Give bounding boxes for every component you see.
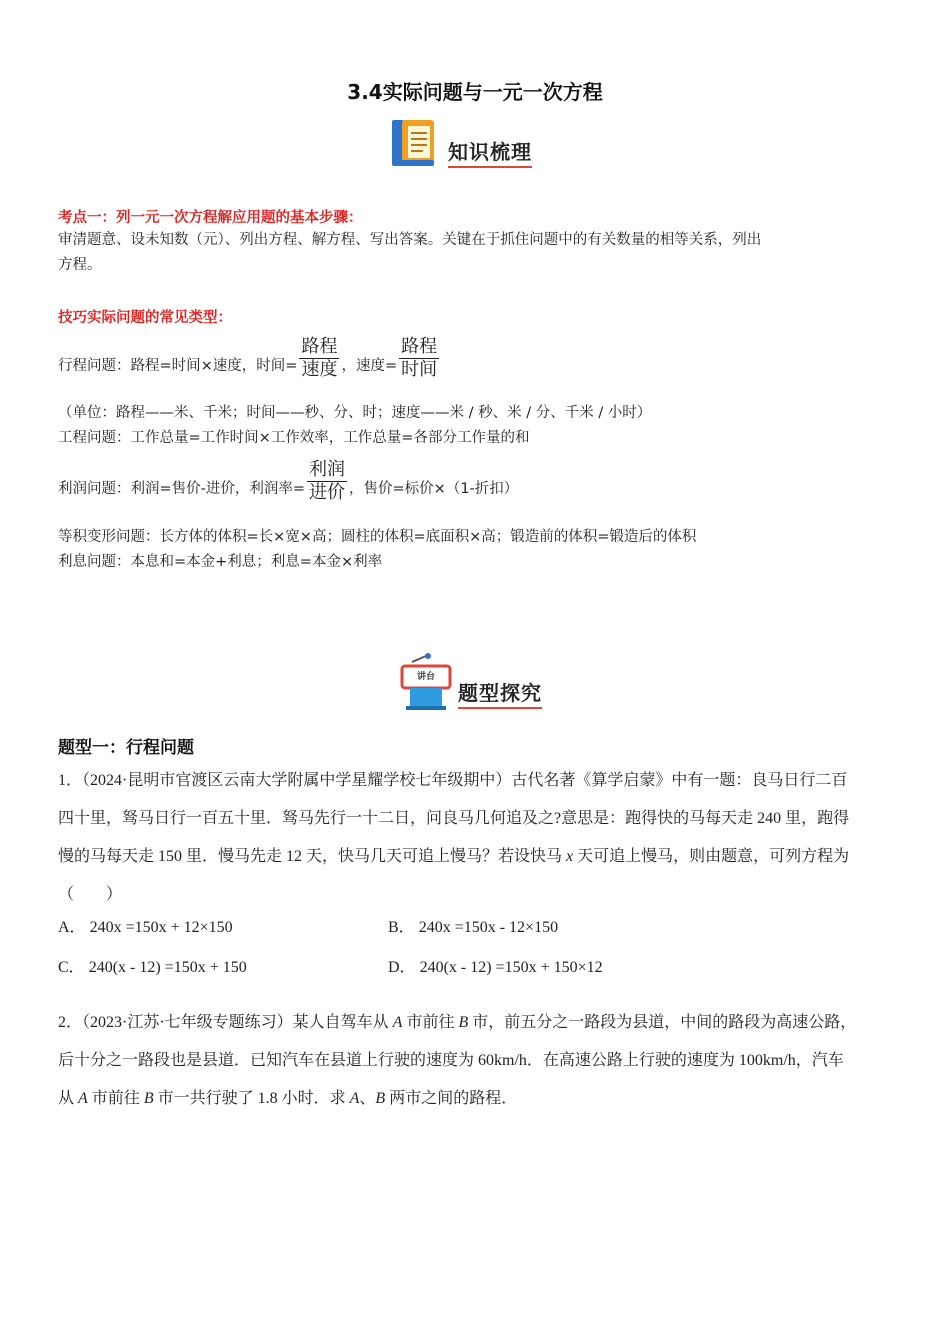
option-c-label: C． [58, 959, 85, 976]
point1-heading: 考点一：列一元一次方程解应用题的基本步骤： [58, 210, 363, 226]
q2-line1-c: 市，前五分之一路段为县道，中间的路段为高速公路， [468, 1014, 857, 1031]
q1-line4: （ ） [58, 886, 123, 903]
option-c[interactable] [58, 954, 247, 977]
travel-mid: ，速度= [341, 358, 398, 374]
page-title: 3.4实际问题与一元一次方程 [347, 80, 603, 104]
question-2 [58, 1004, 898, 1118]
volume-line: 等积变形问题：长方体的体积=长×宽×高；圆柱的体积=底面积×高；锻造前的体积=锻造后的体积 [58, 529, 697, 545]
type1-heading: 题型一：行程问题 [58, 738, 194, 758]
knowledge-banner [390, 118, 532, 168]
profit-rate-denominator: 进价 [309, 482, 346, 503]
profit-rate-numerator: 利润 [309, 459, 346, 480]
option-d[interactable] [388, 954, 603, 977]
travel-prefix: 行程问题：路程=时间×速度，时间= [58, 358, 298, 374]
point1-line2: 方程。 [58, 257, 102, 273]
profit-formula-line [58, 459, 518, 504]
podium-icon [400, 652, 452, 712]
q1-variable: x [566, 848, 574, 865]
option-a[interactable] [58, 914, 233, 937]
travel-formula-line [58, 336, 441, 381]
units-line: （单位：路程——米、千米；时间——秒、分、时；速度——米 / 秒、米 / 分、千米 / 小时） [58, 405, 652, 421]
option-d-label: D． [388, 959, 416, 976]
option-b-label: B． [388, 919, 415, 936]
book-icon [390, 118, 438, 168]
q2-city-b: B [458, 1014, 469, 1031]
profit-rate-fraction [307, 459, 347, 504]
option-d-equation: 240(x - 12) =150x + 150×12 [419, 959, 603, 976]
exercises-banner [400, 652, 542, 712]
work-line: 工程问题：工作总量=工作时间×工作效率，工作总量=各部分工作量的和 [58, 430, 530, 446]
profit-suffix: ，售价=标价×（1-折扣） [349, 481, 519, 497]
interest-line: 利息问题：本息和=本金+利息；利息=本金×利率 [58, 554, 383, 570]
q2-line3-city-b2: B [375, 1090, 386, 1107]
q1-line3-a: 慢的马每天走 150 里．慢马先走 12 天，快马几天可追上慢马？若设快马 [58, 848, 567, 865]
time-fraction-numerator: 路程 [301, 336, 338, 357]
q2-line3-d: 、 [359, 1090, 376, 1107]
q1-line1: 1．（2024·昆明市官渡区云南大学附属中学星耀学校七年级期中）古代名著《算学启蒙》中有一题：良马日行二百 [58, 772, 848, 789]
time-fraction-denominator: 速度 [301, 359, 338, 380]
speed-fraction-numerator: 路程 [401, 336, 438, 357]
profit-prefix: 利润问题：利润=售价-进价，利润率= [58, 481, 306, 497]
option-c-equation: 240(x - 12) =150x + 150 [88, 959, 247, 976]
option-b[interactable] [388, 914, 558, 937]
point1-line1: 审清题意、设未知数（元）、列出方程、解方程、写出答案。关键在于抓住问题中的有关数量的相等关系，列出 [58, 232, 762, 248]
q2-line3-city-a: A [78, 1090, 88, 1107]
q2-line3-b: 市前往 [87, 1090, 144, 1107]
q2-line3-e: 两市之间的路程． [385, 1090, 518, 1107]
option-a-equation: 240x =150x + 12×150 [89, 919, 233, 936]
q1-line3 [58, 838, 898, 876]
q2-line2: 后十分之一路段也是县道．已知汽车在县道上行驶的速度为 60km/h．在高速公路上行驶的速度为 100km/h，汽车 [58, 1052, 844, 1069]
q1-line2: 四十里，驽马日行一百五十里．驽马先行一十二日，问良马几何追及之?意思是：跑得快的马每天走 240 里，跑得 [58, 810, 850, 827]
option-a-label: A． [58, 919, 86, 936]
knowledge-banner-label: 知识梳理 [448, 136, 532, 168]
podium-label: 讲台 [416, 672, 435, 682]
q2-line3-city-a2: A [349, 1090, 360, 1107]
q1-line3-b: 天可追上慢马，则由题意，可列方程为 [573, 848, 850, 865]
exercises-banner-label: 题型探究 [458, 677, 542, 709]
tips-heading: 技巧实际问题的常见类型： [58, 310, 232, 326]
q2-line1-a: 2．（2023·江苏·七年级专题练习）某人自驾车从 [58, 1014, 393, 1031]
q2-line3-c: 市一共行驶了 1.8 小时．求 [153, 1090, 350, 1107]
q2-line1 [58, 1004, 898, 1042]
q2-city-a: A [392, 1014, 403, 1031]
question-1 [58, 762, 898, 914]
q2-line1-b: 市前往 [402, 1014, 459, 1031]
time-fraction [299, 336, 339, 381]
q2-line3-a: 从 [58, 1090, 79, 1107]
speed-fraction [399, 336, 439, 381]
q2-line3-city-b: B [143, 1090, 154, 1107]
q2-line3 [58, 1080, 898, 1118]
option-b-equation: 240x =150x - 12×150 [418, 919, 559, 936]
speed-fraction-denominator: 时间 [401, 359, 438, 380]
